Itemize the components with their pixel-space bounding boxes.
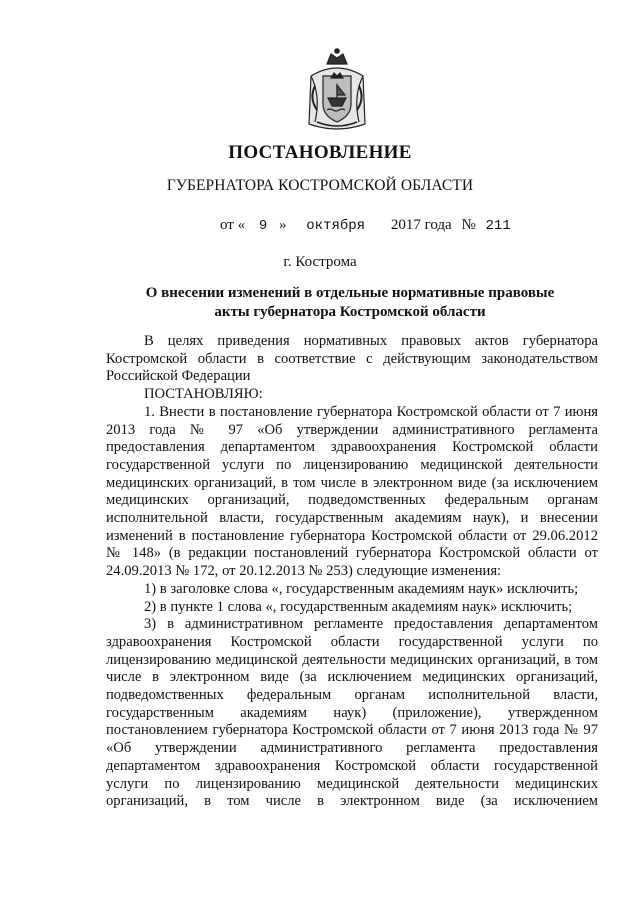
date-prefix: от « xyxy=(220,217,246,233)
document-body xyxy=(106,333,598,811)
preamble-paragraph: В целях приведения нормативных правовых актов губернатора Костромской области в соответствие с действующим законодательством Российской Федерации xyxy=(106,333,598,385)
document-title: ПОСТАНОВЛЕНИЕ xyxy=(228,142,412,163)
date-line xyxy=(220,217,511,234)
city: г. Кострома xyxy=(283,254,357,270)
document-subject xyxy=(120,284,580,322)
issuing-authority: ГУБЕРНАТОРА КОСТРОМСКОЙ ОБЛАСТИ xyxy=(166,177,474,194)
date-year: 2017 года xyxy=(390,217,452,233)
item-1-1-paragraph: 1) в заголовке слова «, государственным академиям наук» исключить; xyxy=(144,580,579,597)
item-1-2-paragraph: 2) в пункте 1 слова «, государственным академиям наук» исключить; xyxy=(144,598,573,615)
date-month: октября xyxy=(306,218,366,234)
item-1-3-paragraph: 3) в административном регламенте предоставления департаментом здравоохранения Костромской области государственной услуги по лицензированию медицинской деятельности медицинских организаций, в том числе в электронном виде (за исключением медицинских организаций, подведомственных федеральным органам исполнительной власти, государственным академиям наук) (приложение), утвержденном постановлением губернатора Костромской области от 7 июня 2013 года № 97 «Об утверждении административного регламента предоставления департаментом здравоохранения Костромской области государственной услуги по лицензированию медицинской деятельности медицинских организаций, в том числе в электронном виде (за исключением xyxy=(106,616,598,810)
document-number: 211 xyxy=(485,218,511,234)
date-close: » xyxy=(279,217,287,233)
subject-line-1: О внесении изменений в отдельные нормативные правовые xyxy=(145,285,555,301)
date-day: 9 xyxy=(258,218,268,234)
subject-line-2: акты губернатора Костромской области xyxy=(214,304,486,320)
number-prefix: № xyxy=(461,217,476,233)
resolve-paragraph: ПОСТАНОВЛЯЮ: xyxy=(144,386,263,403)
coat-of-arms-icon xyxy=(301,46,373,136)
item-1-paragraph: 1. Внести в постановление губернатора Костромской области от 7 июня 2013 года № 97 «Об утверждении административного регламента предоставления департаментом здравоохранения Костромской области государственной услуги по лицензированию медицинской деятельности медицинских организаций, в том числе в электронном виде (за исключением медицинских организаций, подведомственных федеральным органам исполнительной власти, государственным академиям наук), и внесении изменений в постановление губернатора Костромской области от 29.06.2012 № 148» (в редакции постановлений губернатора Костромской области от 24.09.2013 № 172, от 20.12.2013 № 253) следующие изменения: xyxy=(106,403,598,580)
